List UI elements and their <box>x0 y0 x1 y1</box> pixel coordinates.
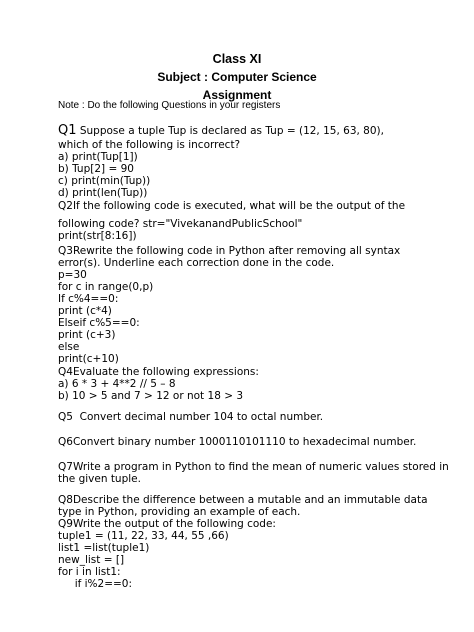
q3-text1: Q3Rewrite the following code in Python after removing all syntax <box>58 245 401 257</box>
q2-text1: Q2If the following code is executed, what will be the output of the <box>58 200 406 212</box>
q9-code-line: if i%2==0: <box>58 578 133 590</box>
q3-code-line: for c in range(0,p) <box>58 281 154 293</box>
q1-option-b: b) Tup[2] = 90 <box>58 163 134 175</box>
q9-code-line: tuple1 = (11, 22, 33, 44, 55 ,66) <box>58 530 229 542</box>
note-text: Note : Do the following Questions in your registers <box>58 100 281 111</box>
q3-code-line: If c%4==0: <box>58 293 119 305</box>
q3-code-line: print (c*4) <box>58 305 112 317</box>
q8-text1: Q8Describe the difference between a mutable and an immutable data <box>58 494 428 506</box>
assignment-title: Assignment <box>202 88 272 102</box>
q3-text2: error(s). Underline each correction done in the code. <box>58 257 335 269</box>
q4-text1: Q4Evaluate the following expressions: <box>58 366 259 378</box>
q3-code-line: p=30 <box>58 269 87 281</box>
q1-line1 <box>58 125 384 137</box>
subject-title: Subject : Computer Science <box>157 70 317 84</box>
q6-text: Q6Convert binary number 1000110101110 to hexadecimal number. <box>58 436 417 448</box>
q1-option-a: a) print(Tup[1]) <box>58 151 138 163</box>
class-title: Class XI <box>212 52 262 66</box>
q7-text1: Q7Write a program in Python to find the mean of numeric values stored in <box>58 461 449 473</box>
q5-text: Q5 Convert decimal number 104 to octal number. <box>58 411 324 423</box>
q9-text1: Q9Write the output of the following code: <box>58 518 276 530</box>
q7-text2: the given tuple. <box>58 473 141 485</box>
q9-code-line: list1 =list(tuple1) <box>58 542 150 554</box>
q1-option-c: c) print(min(Tup)) <box>58 175 151 187</box>
q8-text2: type in Python, providing an example of each. <box>58 506 301 518</box>
q4-option-b: b) 10 > 5 and 7 > 12 or not 18 > 3 <box>58 390 244 402</box>
q1-option-d: d) print(len(Tup)) <box>58 187 148 199</box>
q3-code-line: print(c+10) <box>58 353 119 365</box>
q1-number: Q1 <box>58 123 77 138</box>
q1-text2: which of the following is incorrect? <box>58 139 241 151</box>
q4-option-a: a) 6 * 3 + 4**2 // 5 – 8 <box>58 378 176 390</box>
q2-text3: print(str[8:16]) <box>58 230 137 242</box>
q3-code-line: else <box>58 341 80 353</box>
q9-code-line: for i in list1: <box>58 566 121 578</box>
q3-code-line: Elseif c%5==0: <box>58 317 140 329</box>
q2-text2: following code? str="VivekanandPublicSchool" <box>58 218 303 230</box>
q9-code-line: new_list = [] <box>58 554 125 566</box>
q1-text1: Suppose a tuple Tup is declared as Tup = (12, 15, 63, 80), <box>76 125 384 137</box>
q3-code-line: print (c+3) <box>58 329 116 341</box>
